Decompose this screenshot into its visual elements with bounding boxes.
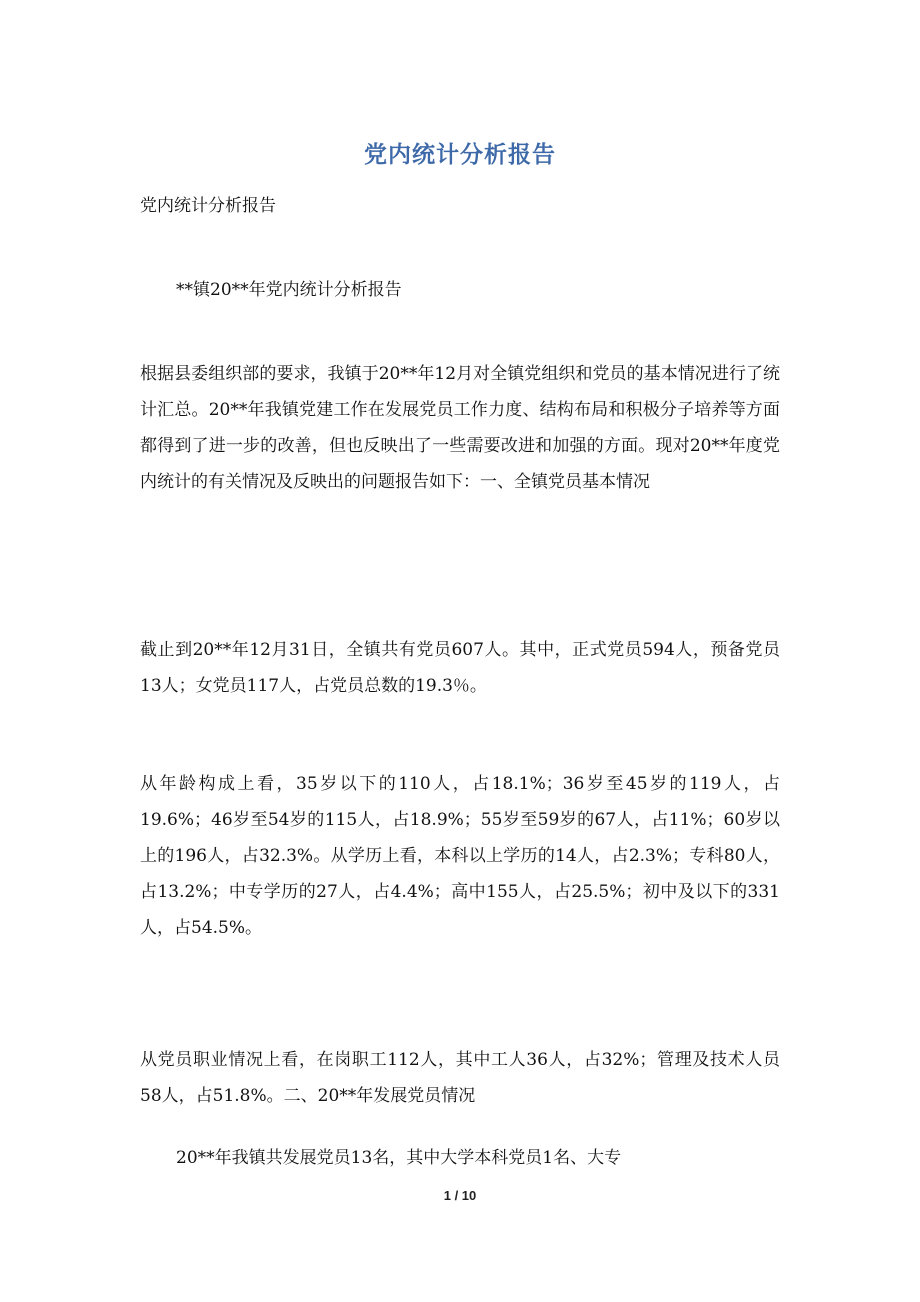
paragraph-member-total: 截止到20**年12月31日，全镇共有党员607人。其中，正式党员594人，预备党员13人；女党员117人，占党员总数的19.3％。	[140, 640, 780, 696]
paragraph-occupation: 从党员职业情况上看，在岗职工112人，其中工人36人，占32%；管理及技术人员58人，占51.8%。二、20**年发展党员情况	[140, 1050, 780, 1106]
paragraph-age-education: 从年龄构成上看，35岁以下的110人，占18.1%；36岁至45岁的119人，占19.6%；46岁至54岁的115人，占18.9%；55岁至59岁的67人，占11%；60岁以上的196人，占32.3%。从学历上看，本科以上学历的14人，占2.3%；专科80人，占13.2%；中专学历的27人，占4.4%；高中155人，占25.5%；初中及以下的331人，占54.5%。	[140, 774, 780, 938]
paragraph-development: 20**年我镇共发展党员13名，其中大学本科党员1名、大专	[176, 1148, 622, 1168]
paragraph-intro: 根据县委组织部的要求，我镇于20**年12月对全镇党组织和党员的基本情况进行了统计汇总。20**年我镇党建工作在发展党员工作力度、结构布局和积极分子培养等方面都得到了进一步的改善，但也反映出了一些需要改进和加强的方面。现对20**年度党内统计的有关情况及反映出的问题报告如下：一、全镇党员基本情况	[140, 364, 780, 492]
page-indicator: 1 / 10	[443, 1188, 477, 1203]
document-subtitle: 党内统计分析报告	[140, 196, 276, 216]
report-heading: **镇20**年党内统计分析报告	[176, 280, 402, 300]
document-title: 党内统计分析报告	[364, 141, 556, 168]
